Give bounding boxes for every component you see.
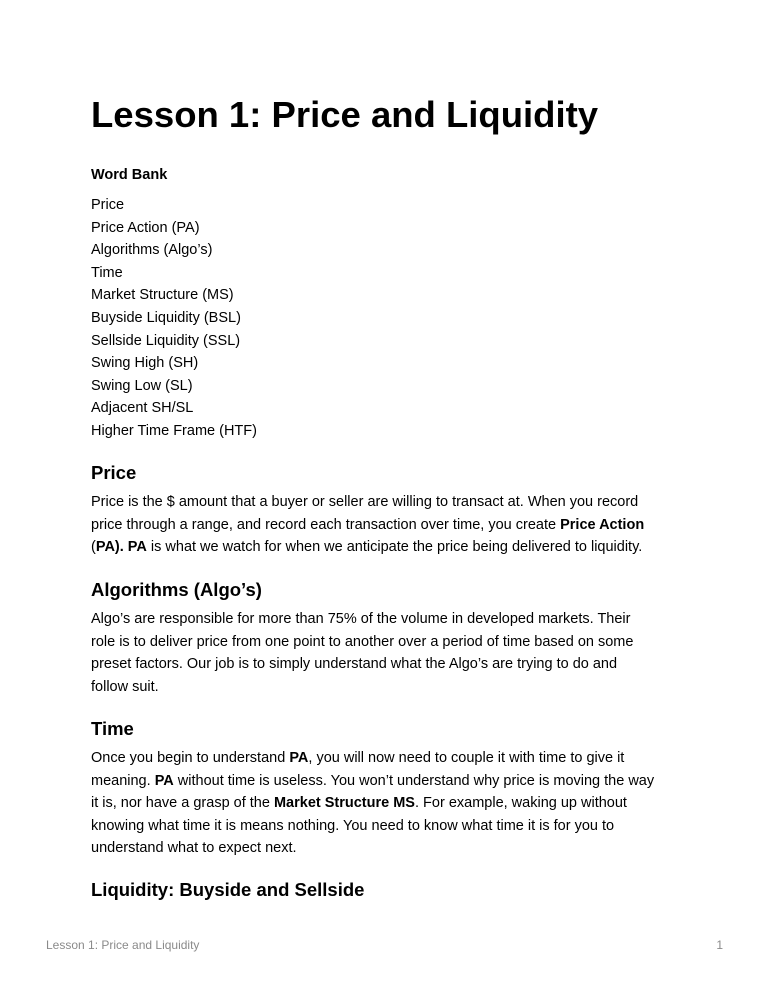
text-run: meaning. <box>91 772 155 789</box>
text-line: role is to deliver price from one point to another over a period of time based on some <box>91 633 634 650</box>
text-line <box>91 514 691 537</box>
word-bank-heading: Word Bank <box>91 167 168 183</box>
text-line <box>91 536 691 559</box>
word-bank-item: Market Structure (MS) <box>91 287 234 304</box>
algorithms-paragraph <box>91 608 691 698</box>
word-bank-item: Sellside Liquidity (SSL) <box>91 332 241 349</box>
word-bank-item: Adjacent SH/SL <box>91 400 194 417</box>
footer-document-title: Lesson 1: Price and Liquidity <box>46 938 200 952</box>
word-bank-item: Swing Low (SL) <box>91 377 193 394</box>
bold-term: PA). PA <box>95 539 147 556</box>
text-line: Algo’s are responsible for more than 75% of the volume in developed markets. Their <box>91 611 631 627</box>
text-run: price through a range, and record each transaction over time, you create <box>91 516 561 533</box>
word-bank-item: Swing High (SH) <box>91 355 199 372</box>
word-bank-list <box>91 194 257 443</box>
text-line <box>91 770 691 793</box>
text-line <box>91 491 691 514</box>
section-heading-algorithms: Algorithms (Algo’s) <box>91 579 262 600</box>
time-paragraph <box>91 747 691 860</box>
text-run: ( <box>91 539 96 556</box>
text-run: Price is the $ amount that a buyer or seller are willing to transact at. When you record <box>91 494 639 510</box>
text-run: it is, nor have a grasp of the <box>91 795 274 812</box>
text-line <box>91 792 691 815</box>
page-title: Lesson 1: Price and Liquidity <box>91 94 599 135</box>
bold-term: Price Action <box>560 516 645 533</box>
footer-page-number: 1 <box>716 938 723 952</box>
word-bank-item: Price <box>91 197 125 213</box>
word-bank-item: Time <box>91 264 123 281</box>
section-heading-liquidity: Liquidity: Buyside and Sellside <box>91 879 365 900</box>
word-bank-item: Algorithms (Algo’s) <box>91 242 213 259</box>
word-bank-item: Price Action (PA) <box>91 219 200 236</box>
bold-term: Market Structure MS <box>273 795 415 812</box>
word-bank-item: Higher Time Frame (HTF) <box>91 422 257 439</box>
bold-term: PA <box>289 750 309 766</box>
word-bank-item: Buyside Liquidity (BSL) <box>91 309 241 326</box>
text-line: knowing what time it is means nothing. You need to know what time it is for you to <box>91 817 615 834</box>
text-run: , you will now need to couple it with time to give it <box>308 750 625 766</box>
section-heading-price: Price <box>91 462 137 483</box>
text-line <box>91 747 691 770</box>
section-heading-time: Time <box>91 718 134 739</box>
text-run: is what we watch for when we anticipate the price being delivered to liquidity. <box>146 539 643 556</box>
text-line: preset factors. Our job is to simply understand what the Algo’s are trying to do and <box>91 656 618 673</box>
text-run: Once you begin to understand <box>91 750 290 766</box>
bold-term: PA <box>154 772 174 789</box>
text-line: follow suit. <box>91 678 159 695</box>
price-paragraph <box>91 491 691 559</box>
text-run: . For example, waking up without <box>414 795 627 812</box>
text-line: understand what to expect next. <box>91 840 297 857</box>
text-run: without time is useless. You won’t understand why price is moving the way <box>173 772 655 789</box>
